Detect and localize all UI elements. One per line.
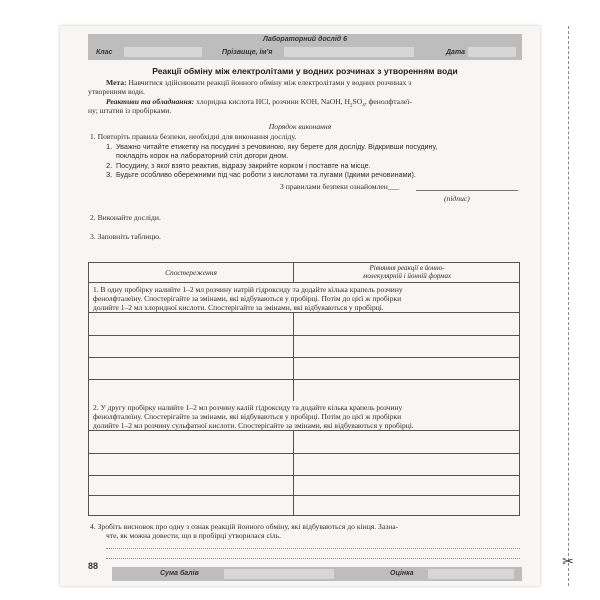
rule-1-num: 1. [106,142,113,151]
footer-bar [112,567,522,581]
reagents-label: Реактиви та обладнання: [106,97,195,106]
task-2-instructions: 2. У другу пробірку налийте 1–2 мл розчину калій гідроксиду та додайте кілька крапель розчину фенолфталеїну. Спостерігайте за змінами, які відбуваються у пробірці. Потім до цієї ж пробірки долийте 1–2 мл розчину сульфатної кислоти. Спостерігайте за змінами, які відбуваються у пробірці. [89,401,519,431]
signature-caption: (підпис) [444,194,470,203]
table-header-row [89,263,519,283]
step-2: 2. Виконайте досліди. [90,213,161,222]
step-3: 3. Заповніть таблицю. [90,232,161,241]
cut-line [568,26,569,586]
date-label: Дата [446,49,466,56]
task-1-instructions: 1. В одну пробірку налийте 1–2 мл розчину натрій гідроксиду та додайте кілька крапель розчину фенолфталеїну. Спостерігайте за змінами, які відбуваються у пробірці. Потім до цієї ж пробірки долийте 1–2 мл хлоридної кислоти. Спостерігайте за змінами, які відбуваються у пробірці. [89,283,519,313]
name-label: Прізвище, ім'я [222,49,273,56]
grade-field[interactable] [428,569,514,579]
scissors-icon: ✂ [562,554,574,570]
goal-label: Мета: [106,78,127,87]
rule-2-text: Посудину, з якої взято реактив, відразу закрийте корком і поставте на місце. [116,161,371,170]
conclusion-line[interactable] [106,548,520,549]
conclusion-line[interactable] [106,558,520,559]
reagents-line-2: ну; штатив із пробірками. [88,106,172,115]
observations-table [88,262,520,516]
date-field[interactable] [468,47,516,57]
grade-label: Оцінка [390,570,414,577]
goal-line-2: утворенням води. [88,87,145,96]
table-row[interactable] [89,335,519,336]
table-row[interactable] [89,453,519,454]
signature-line[interactable] [416,190,518,191]
class-label: Клас [96,49,113,56]
col-equations-header: Рівняння реакції в йонно- молекулярній і йонній формах [362,264,452,280]
rule-3-num: 3. [106,170,113,179]
safety-ack: З правилами безпеки ознайомлен___ [280,182,400,191]
rule-1-text-cont: покладіть корок на лабораторний стіл догори дном. [116,151,289,160]
col-observations-header: Спостереження [165,268,217,277]
rule-2-num: 2. [106,161,113,170]
step-4-cont: чте, як можна довести, що в пробірці утворилася сіль. [106,531,282,540]
score-field[interactable] [224,569,334,579]
reagents-line-1: Реактиви та обладнання: хлоридна кислота HCl, розчини KOH, NaOH, $H_2SO_4$, фенолфталеї- [106,97,412,109]
table-row[interactable] [89,379,519,380]
step-4: 4. Зробіть висновок про одну з ознак реакцій йонного обміну, які відбуваються до кінця. Зазна- [90,522,399,531]
lab-number-title: Лабораторний дослід 6 [263,36,347,43]
class-field[interactable] [124,47,202,57]
score-label: Сума балів [160,570,199,577]
table-row[interactable] [89,475,519,476]
rule-3-text: Будьте особливо обережними під час роботи з кислотами та лугами (їдкими речовинами). [116,170,416,179]
lab-title: Реакції обміну між електролітами у водних розчинах з утворенням води [152,66,458,76]
worksheet-page [60,26,574,586]
header-bar [88,34,522,60]
name-field[interactable] [284,47,414,57]
table-row[interactable] [89,495,519,496]
goal-line-1: Мета: Навчитися здійснювати реакції йонного обміну між електролітами у водних розчинах з [106,78,412,87]
procedure-title: Порядок виконання [268,122,332,131]
page-number: 88 [88,561,99,571]
step-1: 1. Повторіть правила безпеки, необхідні для виконання досліду. [90,132,297,141]
rule-1-text: Уважно читайте етикетку на посудині з речовиною, яку берете для досліду. Відкривши посудину, [116,142,438,151]
table-row[interactable] [89,357,519,358]
